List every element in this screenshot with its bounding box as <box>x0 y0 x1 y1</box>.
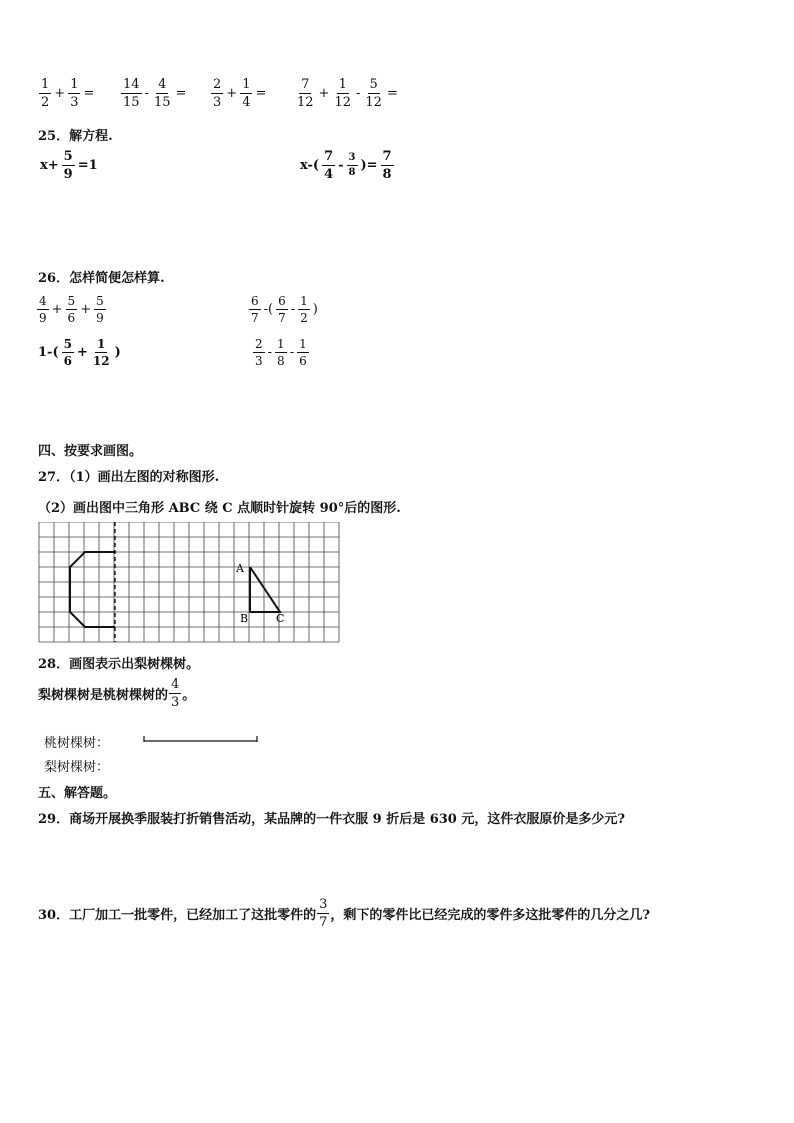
q26-expression-1: $\frac{4}{9}$ + $\frac{5}{6}$ + $\frac{5}{9}$ <box>39 294 104 325</box>
q26-expression-2: $\frac{6}{7}$ -( $\frac{6}{7}$ - $\frac{1}{2}$ ) <box>251 294 318 325</box>
calc-item-2: $\frac{14}{15}$ - $\frac{4}{15}$ = <box>123 77 187 110</box>
q26-expression-3: 1-( $\frac{5}{6}$ + $\frac{1}{12}$ ) <box>38 337 121 368</box>
q29-text: 29．商场开展换季服装打折销售活动，某品牌的一件衣服 9 折后是 630 元，这件衣服原价是多少元? <box>38 812 625 827</box>
q26-title: 26．怎样简便怎样算. <box>38 271 165 286</box>
q27-grid-figure <box>38 522 342 644</box>
peach-label: 桃树棵树： <box>44 736 110 751</box>
peach-segment <box>143 735 259 745</box>
label-a: A <box>236 562 244 575</box>
q25-equation-1: x+ $\frac{5}{9}$ =1 <box>40 149 98 182</box>
triangle-abc <box>250 567 280 612</box>
half-shape <box>70 552 115 627</box>
q28-statement: 梨树棵树是桃树棵树的 $\frac{4}{3}$ 。 <box>38 677 196 710</box>
label-b: B <box>240 612 249 625</box>
section-four-heading: 四、按要求画图。 <box>38 444 143 459</box>
q25-equation-2: x-( $\frac{7}{4}$ - $\frac{3}{8}$ )= $\frac{7}{8}$ <box>300 149 392 182</box>
pear-label: 梨树棵树： <box>44 760 110 775</box>
grid-lines <box>39 522 339 642</box>
q25-title: 25．解方程. <box>38 129 113 144</box>
q27-part2: （2）画出图中三角形 ABC 绕 C 点顺时针旋转 90°后的图形. <box>38 501 401 516</box>
q26-expression-4: $\frac{2}{3}$ - $\frac{1}{8}$ - $\frac{1}{6}$ <box>255 337 307 368</box>
label-c: C <box>276 612 285 625</box>
q28-title: 28．画图表示出梨树棵树。 <box>38 657 200 672</box>
calc-item-1: $\frac{1}{2}$ + $\frac{1}{3}$ = <box>41 77 95 110</box>
q27-part1: 27．（1）画出左图的对称图形. <box>38 470 220 485</box>
section-five-heading: 五、解答题。 <box>38 786 117 801</box>
calc-item-3: $\frac{2}{3}$ + $\frac{1}{4}$ = <box>213 77 267 110</box>
calc-item-4: $\frac{7}{12}$ + $\frac{1}{12}$ - $\frac{5}{12}$ = <box>297 77 398 110</box>
q30-text: 30．工厂加工一批零件，已经加工了这批零件的 $\frac{3}{7}$ ，剩下的零件比已经完成的零件多这批零件的几分之几? <box>38 897 650 930</box>
